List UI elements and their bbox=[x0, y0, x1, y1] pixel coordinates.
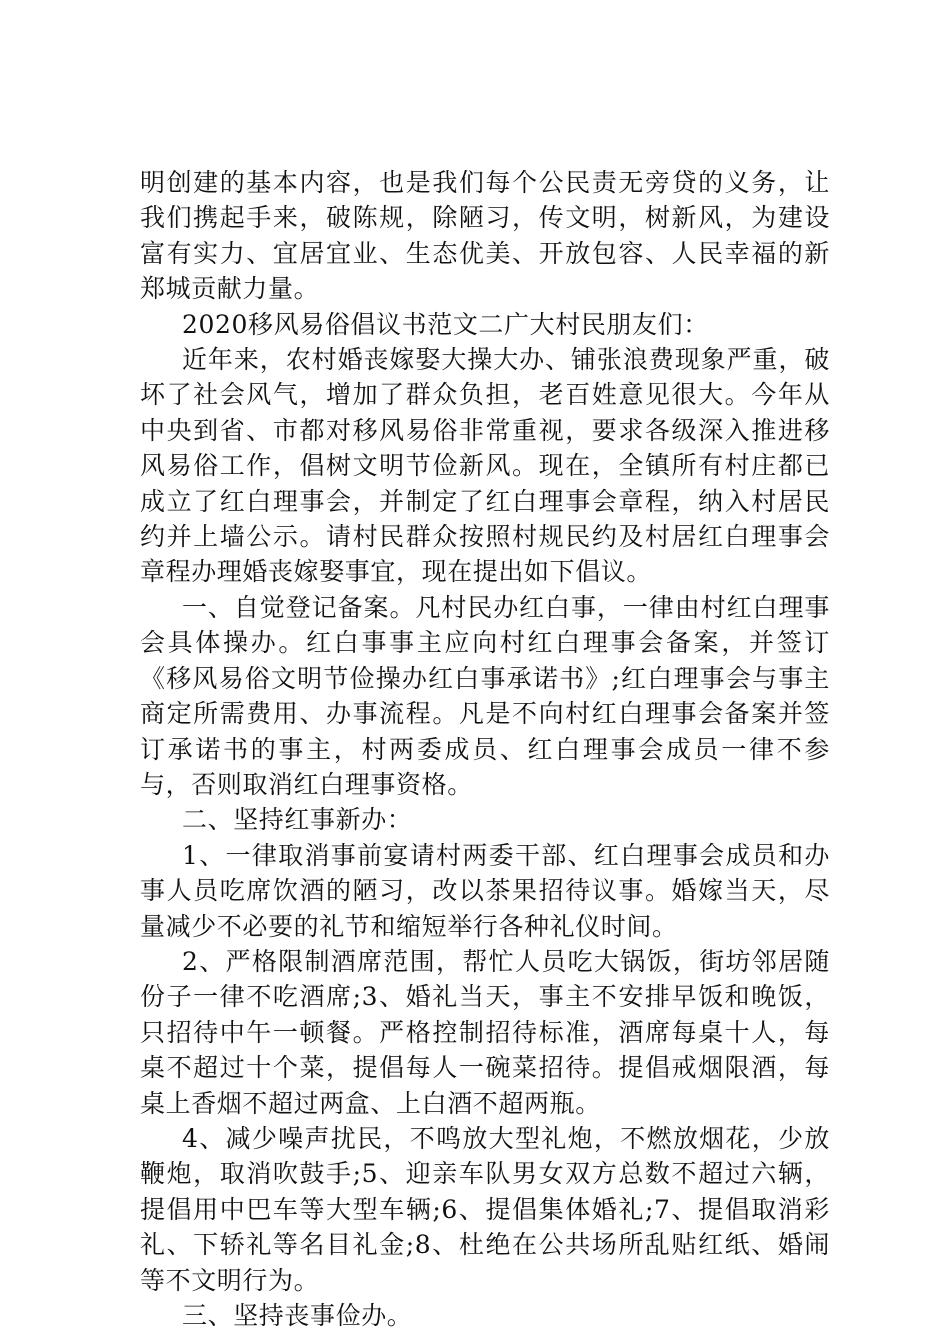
paragraph-intro: 近年来，农村婚丧嫁娶大操大办、铺张浪费现象严重，破坏了社会风气，增加了群众负担，老百姓意见很大。今年从中央到省、市都对移风易俗非常重视，要求各级深入推进移风易俗工作，倡树文明节俭新风。现在，全镇所有村庄都已成立了红白理事会，并制定了红白理事会章程，纳入村居民约并上墙公示。请村民群众按照村规民约及村居红白理事会章程办理婚丧嫁娶事宜，现在提出如下倡议。 bbox=[140, 345, 830, 587]
paragraph-item-4-8: 4、减少噪声扰民，不鸣放大型礼炮，不燃放烟花，少放鞭炮，取消吹鼓手;5、迎亲车队男女双方总数不超过六辆，提倡用中巴车等大型车辆;6、提倡集体婚礼;7、提倡取消彩礼、下轿礼等名目礼金;8、杜绝在公共场所乱贴红纸、婚闹等不文明行为。 bbox=[140, 1123, 830, 1295]
paragraph-item-1: 1、一律取消事前宴请村两委干部、红白理事会成员和办事人员吃席饮酒的陋习，改以茶果招待议事。婚嫁当天，尽量减少不必要的礼节和缩短举行各种礼仪时间。 bbox=[140, 840, 830, 941]
paragraph-item-2-3: 2、严格限制酒席范围，帮忙人员吃大锅饭，街坊邻居随份子一律不吃酒席;3、婚礼当天，事主不安排早饭和晚饭，只招待中午一顿餐。严格控制招待标准，酒席每桌十人，每桌不超过十个菜，提倡每人一碗菜招待。提倡戒烟限酒，每桌上香烟不超过两盒、上白酒不超两瓶。 bbox=[140, 946, 830, 1118]
paragraph-section-two-heading: 二、坚持红事新办： bbox=[182, 805, 413, 835]
paragraph-section-one: 一、自觉登记备案。凡村民办红白事，一律由村红白理事会具体操办。红白事事主应向村红白理事会备案，并签订《移风易俗文明节俭操办红白事承诺书》;红白理事会与事主商定所需费用、办事流程。凡是不向村红白理事会备案并签订承诺书的事主，村两委成员、红白理事会成员一律不参与，否则取消红白理事资格。 bbox=[140, 592, 830, 799]
paragraph-heading-sample-two: 2020移风易俗倡议书范文二广大村民朋友们： bbox=[182, 309, 709, 339]
paragraph-section-three-heading: 三、坚持丧事俭办。 bbox=[182, 1301, 413, 1330]
paragraph-continuation: 明创建的基本内容，也是我们每个公民责无旁贷的义务，让我们携起手来，破陈规，除陋习，传文明，树新风，为建设富有实力、宜居宜业、生态优美、开放包容、人民幸福的新郑城贡献力量。 bbox=[140, 168, 830, 304]
document-body bbox=[140, 165, 830, 1333]
